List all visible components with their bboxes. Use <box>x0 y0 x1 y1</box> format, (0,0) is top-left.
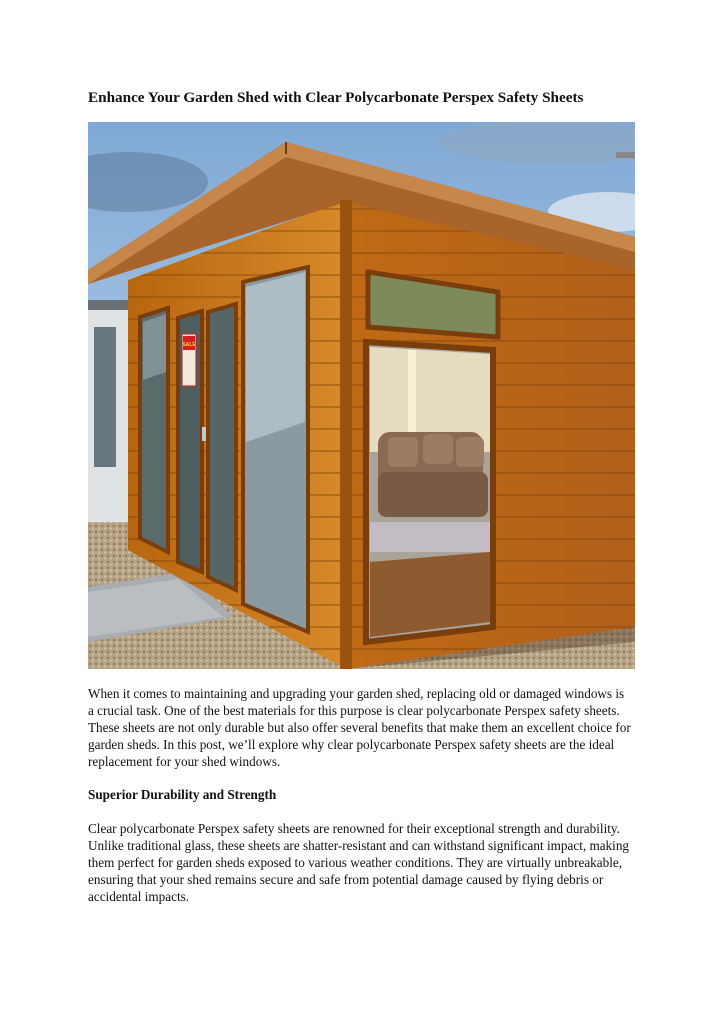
page-title: Enhance Your Garden Shed with Clear Polycarbonate Perspex Safety Sheets <box>88 89 584 106</box>
intro-paragraph: When it comes to maintaining and upgrading your garden shed, replacing old or damaged windows is a crucial task. One of the best materials for this purpose is clear polycarbonate Perspex safety sheets. These sheets are not only durable but also offer several benefits that make them an excellent choice for garden sheds. In this post, we’ll explore why clear polycarbonate Perspex safety sheets are the ideal replacement for your shed windows. <box>88 686 631 769</box>
section-heading: Superior Durability and Strength <box>88 787 277 802</box>
sale-sign-text: SALE <box>182 342 196 348</box>
section-paragraph: Clear polycarbonate Perspex safety sheets are renowned for their exceptional strength and durability. Unlike traditional glass, these sheets are shatter-resistant and can withstand significant impact, making them perfect for garden sheds exposed to various weather conditions. They are virtually unbreakable, ensuring that your shed remains secure and safe from potential damage caused by flying debris or accidental impacts. <box>88 821 630 904</box>
shed-photo <box>88 122 635 669</box>
